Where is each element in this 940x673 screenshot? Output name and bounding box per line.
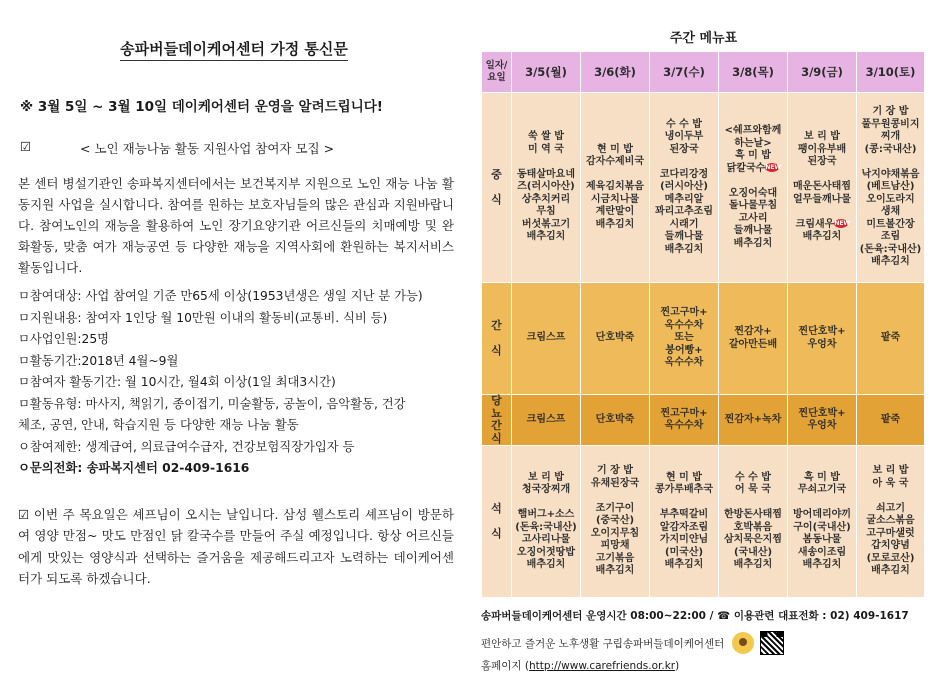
menu-item: 동태살마요네: [517, 168, 575, 180]
corner-cell: 일자/ 요일: [482, 52, 512, 93]
section1-heading: [20, 139, 454, 157]
menu-item: <쉐프와함께: [724, 125, 782, 136]
newsletter-title: 송파버들데이케어센터 가정 통신문: [14, 38, 454, 59]
menu-item: 배추김치: [802, 559, 842, 570]
menu-item: (미국산): [664, 546, 704, 558]
menu-item: 콩가루배추국: [655, 484, 713, 495]
menu-item: 보 리 밥: [804, 131, 840, 143]
day-header: 3/9(금): [788, 52, 857, 93]
menu-item: 배추김치: [733, 237, 773, 249]
menu-item: 무쇠고기국: [797, 484, 847, 495]
menu-item: 또는: [674, 332, 694, 344]
weekly-menu-table: [481, 51, 925, 598]
menu-cell: [650, 395, 719, 446]
menu-cell: [581, 446, 650, 598]
menu-item: 흑 미 밥: [735, 150, 771, 161]
menu-item: (국내산): [733, 546, 773, 558]
center-logo-icon: [732, 632, 754, 654]
menu-row-lunch: [482, 93, 925, 283]
menu-cell: [581, 283, 650, 395]
menu-item: 아 욱 국: [872, 477, 909, 489]
menu-cell: [512, 446, 581, 598]
menu-item: (돈육:국내산): [859, 243, 922, 255]
menu-item: 고사리: [738, 212, 768, 224]
menu-cell: [512, 93, 581, 283]
menu-item: 꽈리고추조림: [655, 206, 713, 218]
menu-item: 상추치커리: [521, 193, 571, 205]
menu-item: 배추김치: [526, 231, 566, 243]
day-header: 3/5(월): [512, 52, 581, 93]
chef-notice-text: 이번 주 목요일은 셰프님이 오시는 날입니다. 삼성 웰스토리 셰프님이 방문하여 영양 만점~ 맛도 만점인 닭 칼국수를 만들어 주실 예정입니다. 항상 어르신들에게 맛있는 영양식과 선택하는 즐거움을 제공해드리고자 노력하는 데이케어센터가 되도록 하겠습니다.: [18, 506, 454, 586]
menu-item: (모로코산): [866, 552, 915, 564]
item-period: ㅁ활동기간:2018년 4월~9월: [18, 353, 179, 368]
menu-item: 오이지무침: [590, 527, 640, 539]
menu-cell: [719, 446, 788, 598]
operation-headline: ※ 3월 5일 ~ 3월 10일 데이케어센터 운영을 알려드립니다!: [20, 99, 383, 115]
menu-item: 옥수수차: [664, 420, 704, 431]
menu-item: 오징어숙대: [728, 187, 778, 199]
menu-item: 단호박죽: [595, 332, 635, 344]
menu-item: 배추김치: [595, 565, 635, 577]
menu-item: 고기볶음: [595, 552, 635, 564]
menu-item: 찌개: [880, 131, 901, 143]
menu-item: 돌나물무침: [728, 200, 778, 211]
menu-item: 조림: [880, 231, 901, 243]
menu-item: 우엉차: [807, 420, 837, 431]
menu-item: 시래기: [669, 218, 699, 230]
slogan: 편안하고 즐거운 노후생활 구립송파버들데이케어센터: [481, 637, 725, 650]
menu-item: 배추김치: [664, 559, 704, 570]
menu-item: 조기구이: [595, 502, 635, 514]
menu-item: 들깨나물: [664, 231, 704, 243]
menu-item: 방어데리야끼: [793, 509, 851, 520]
menu-cell: [857, 446, 925, 598]
day-header: 3/8(목): [719, 52, 788, 93]
item-support: ㅁ지원내용: 참여자 1인당 월 10만원 이내의 활동비(교통비. 식비 등): [18, 310, 388, 325]
qr-code-icon[interactable]: [760, 631, 784, 655]
row-label-diabetic-snack: 당 뇨 간 식: [482, 395, 512, 446]
section1-title: < 노인 재능나눔 활동 지원사업 참여자 모집 >: [80, 141, 335, 156]
menu-item: (콩:국내산): [864, 143, 917, 155]
menu-item: 고사리나물: [521, 534, 571, 545]
menu-item: 현 미 밥: [597, 143, 633, 155]
menu-item: 유채된장국: [590, 477, 640, 489]
menu-item: 기 장 밥: [872, 106, 909, 118]
menu-cell: [719, 395, 788, 446]
menu-item: 배추김치: [871, 256, 910, 268]
menu-item: 매운돈사태찜: [793, 181, 851, 193]
row-label-lunch: 중 식: [482, 93, 512, 283]
section2-paragraph: [18, 504, 454, 590]
slogan-row: [481, 631, 926, 655]
menu-item: 청국장찌개: [521, 484, 571, 495]
menu-item: 버섯볶고기: [521, 218, 571, 230]
day-header: 3/10(토): [857, 52, 925, 93]
new-badge-icon: NEW: [765, 164, 782, 171]
menu-item: 보 리 밥: [872, 465, 909, 477]
menu-cell: [650, 283, 719, 395]
menu-item: 옥수수차: [664, 357, 704, 369]
menu-cell: [581, 395, 650, 446]
row-label-snack: 간 식: [482, 283, 512, 395]
menu-item: 찐단호박+: [798, 407, 846, 419]
menu-item: 배추김치: [664, 243, 704, 255]
menu-item: 미 역 국: [528, 143, 564, 155]
operation-hours: 송파버들데이케어센터 운영시간 08:00~22:00 / ☎ 이용관련 대표전화 : 02) 409-1617: [481, 610, 909, 622]
menu-item: 된장국: [669, 143, 699, 155]
menu-body: [482, 93, 925, 598]
menu-item: 크림스프: [526, 413, 566, 425]
menu-item: 어 묵 국: [735, 484, 771, 495]
menu-cell: [788, 446, 857, 598]
menu-item: 현 미 밥: [666, 471, 702, 483]
menu-item: 기 장 밥: [597, 465, 633, 477]
day-header: 3/7(수): [650, 52, 719, 93]
checkbox-icon: ☑: [18, 506, 30, 522]
menu-item: 피망채: [600, 540, 630, 552]
menu-item: 팽이유부배: [797, 143, 847, 155]
item-restriction: ㅇ참여제한: 생계급여, 의료급여수급자, 건강보험직장가입자 등: [18, 439, 355, 454]
menu-item: 풀무원콩비지: [861, 118, 920, 130]
menu-cell: [719, 283, 788, 395]
section1-items: [18, 286, 454, 480]
menu-item: 얼무들깨나물: [793, 193, 851, 205]
menu-item: 즈(러시아산): [517, 181, 575, 193]
menu-item: 하는날>: [734, 137, 772, 149]
menu-item: (러시아산): [660, 181, 708, 193]
menu-item: (베트남산): [866, 181, 915, 193]
menu-item: 알감자조림: [659, 521, 709, 533]
menu-item: 삼치묵은지찜: [724, 534, 782, 545]
menu-item: 메추리알: [664, 193, 704, 205]
menu-row-diabetic-snack: [482, 395, 925, 446]
menu-item: 호박볶음: [733, 521, 773, 533]
menu-item: 생채: [880, 206, 901, 218]
menu-item: 배추김치: [871, 565, 910, 577]
menu-item: 붕어빵+: [665, 344, 703, 356]
menu-item: 새송이조림: [797, 546, 847, 558]
menu-item: 찐감자+: [734, 326, 772, 337]
menu-item: 찐감자+녹차: [724, 413, 782, 425]
menu-item: 오징어젓땅밥: [517, 546, 575, 558]
menu-cell: [788, 283, 857, 395]
menu-row-dinner: [482, 446, 925, 598]
menu-item: 제육김치볶음: [586, 181, 644, 193]
row-label-dinner: 석 식: [482, 446, 512, 598]
menu-item: 굴소스볶음: [866, 515, 915, 527]
menu-item: 냉이두부: [664, 131, 704, 143]
menu-item: 팥죽: [880, 332, 901, 344]
item-hours: ㅁ참여자 활동기간: 월 10시간, 월4회 이상(1일 최대3시간): [18, 375, 336, 389]
menu-cell: [857, 93, 925, 283]
newsletter-left-column: [14, 30, 454, 590]
item-types: ㅁ활동유형: 마사지, 책읽기, 종이접기, 미술활동, 공놀이, 음악활동, 건강: [18, 396, 406, 411]
menu-item: (돈육:국내산): [515, 521, 577, 533]
section1-paragraph: 본 센터 병설기관인 송파복지센터에서는 보건복지부 지원으로 노인 재능 나눔 활동지원 사업을 실시합니다. 참여를 원하는 보호자님들의 많은 관심과 지원바랍니다. 참여노인의 재능을 활용하여 노인 장기요양기관 어르신들의 치매예방 및 완화활동, 맞춤 여가 재능공연 등 다양한 재능을 지역사회에 환원하는 복지서비스 활동입니다.: [18, 176, 454, 275]
menu-item: 배추김치: [595, 218, 635, 230]
menu-item: 갈아만든배: [728, 338, 778, 350]
menu-cell: [512, 395, 581, 446]
menu-item: 쇠고기: [876, 502, 905, 514]
menu-item: 쑥 쌀 밥: [528, 131, 564, 143]
weekly-menu-column: [481, 27, 926, 673]
menu-cell: [650, 93, 719, 283]
day-header: 3/6(화): [581, 52, 650, 93]
menu-item: 오이도라지: [866, 193, 915, 205]
menu-item: 가지미얀님: [659, 534, 709, 545]
menu-item: 갑치양념: [871, 540, 910, 552]
item-headcount: ㅁ사업인원:25명: [18, 332, 110, 346]
menu-item: 계란말이: [595, 206, 635, 218]
menu-item: 감자수제비국: [586, 156, 644, 168]
menu-row-snack: [482, 283, 925, 395]
menu-item: 고구마샐럿: [866, 527, 915, 539]
menu-item: 배추김치: [526, 559, 566, 570]
menu-item: 흑 미 밥: [804, 471, 840, 483]
menu-item: 무침: [536, 206, 556, 218]
item-target: ㅁ참여대상: 사업 참여일 기준 만65세 이상(1953년생은 생일 지난 분 가능): [18, 289, 423, 303]
menu-item: 크림스프: [526, 332, 566, 344]
menu-item: 구이(국내산): [793, 521, 851, 533]
menu-item: (중국산): [595, 515, 635, 527]
item-contact: ㅇ문의전화: 송파복지센터 02-409-1616: [18, 461, 250, 475]
menu-item: 찐고구마+: [660, 407, 708, 419]
menu-cell: [788, 395, 857, 446]
menu-cell: [857, 283, 925, 395]
menu-header-row: [482, 52, 925, 93]
menu-item: 한방돈사태찜: [724, 509, 782, 520]
menu-item: 수 수 밥: [735, 471, 771, 483]
menu-item: 단호박죽: [595, 413, 635, 425]
menu-item: 찐고구마+: [660, 307, 708, 319]
new-badge-icon: NEW: [834, 220, 851, 228]
menu-item: 부추떡갈비: [659, 509, 709, 520]
menu-item: 코다리강정: [659, 168, 709, 180]
menu-item: 찐단호박+: [798, 326, 846, 337]
menu-item: 낙지야채볶음: [861, 168, 920, 180]
menu-item: 수 수 밥: [666, 118, 702, 130]
menu-item: 팥죽: [880, 413, 901, 425]
homepage-row: 홈페이지 (http://www.carefriends.or.kr): [481, 660, 680, 672]
menu-cell: [719, 93, 788, 283]
menu-item: 햄버그+소스: [517, 509, 575, 520]
checkbox-icon: ☑: [20, 139, 32, 154]
menu-cell: [857, 395, 925, 446]
menu-title: 주간 메뉴표: [669, 31, 738, 46]
menu-item: 봄동나물: [802, 534, 842, 545]
menu-item: 미트볼간장: [866, 218, 915, 230]
menu-item: 크림새우: [795, 218, 835, 230]
menu-item: 보 리 밥: [528, 471, 564, 483]
menu-item: 들깨나물: [733, 225, 773, 236]
homepage-link[interactable]: http://www.carefriends.or.kr: [529, 660, 676, 672]
menu-item: 된장국: [807, 156, 837, 168]
menu-item: 배추김치: [733, 559, 773, 570]
menu-item: 옥수수차: [664, 319, 704, 331]
item-types-cont: 체조, 공연, 안내, 학습지원 등 다양한 재능 나눔 활동: [18, 418, 299, 432]
menu-cell: [788, 93, 857, 283]
menu-item: 닭칼국수: [726, 162, 766, 174]
menu-cell: [650, 446, 719, 598]
menu-cell: [512, 283, 581, 395]
menu-item: 배추김치: [802, 231, 842, 243]
menu-cell: [581, 93, 650, 283]
menu-item: 시금치나물: [590, 193, 640, 205]
menu-item: 우엉차: [807, 338, 837, 350]
